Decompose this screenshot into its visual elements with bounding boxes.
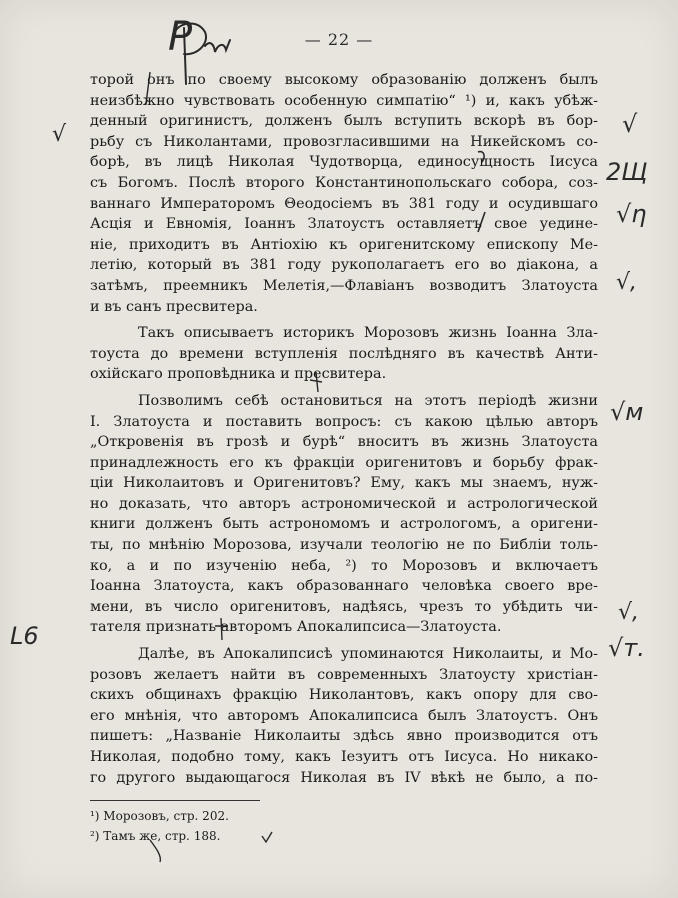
text-line: съ Богомъ. Послѣ второго Константинопольскаго собора, соз- xyxy=(90,174,598,191)
margin-note-right-3: √η xyxy=(616,200,647,228)
text-line: тоуста до времени вступленія послѣдняго въ качествѣ Анти- xyxy=(90,345,598,362)
text-line: І. Златоуста и поставить вопросъ: съ какою цѣлью авторъ xyxy=(90,413,598,430)
text-line: борѣ, въ лицѣ Николая Чудотворца, единосущность Іисуса xyxy=(90,154,598,171)
text-line: его мнѣнія, что авторомъ Апокалипсиса былъ Златоустъ. Онъ xyxy=(90,707,598,724)
margin-note-right-7: √т. xyxy=(608,634,645,662)
text-line: скихъ общинахъ фракцію Николантовъ, какъ опору для сво- xyxy=(90,687,598,704)
paragraph-4 xyxy=(90,644,598,788)
text-line: Позволимъ себѣ остановиться на этотъ періодѣ жизни xyxy=(138,392,598,409)
text-line: Асція и Евномія, Іоаннъ Златоустъ оставляетъ свое уедине- xyxy=(90,216,598,233)
text-line: ко, а и по изученію неба, ²) то Морозовъ и включаетъ xyxy=(90,557,598,574)
text-line: ціи Николаитовъ и Оригенитовъ? Ему, какъ мы знаемъ, нуж- xyxy=(90,475,598,492)
text-line: рьбу съ Николантами, провозгласившими на Никейскомъ со- xyxy=(90,133,598,150)
text-line: торой онъ по своему высокому образованію долженъ былъ xyxy=(90,72,598,88)
text-line: розовъ желаетъ найти въ современныхъ Златоусту христіан- xyxy=(90,666,598,683)
text-line: Іоанна Златоуста, какъ образованнаго человѣка своего вре- xyxy=(90,578,598,595)
footnote-1: ¹) Морозовъ, стр. 202. xyxy=(90,809,229,823)
text-line: „Откровенія въ грозѣ и бурѣ“ вноситъ въ жизнь Златоуста xyxy=(90,434,598,451)
text-line: ніе, приходитъ въ Антіохію къ оригенитскому епископу Ме- xyxy=(90,236,598,253)
body-text xyxy=(90,70,598,788)
footnotes xyxy=(90,806,490,846)
margin-note-right-1: √ xyxy=(622,110,638,138)
paragraph-3 xyxy=(90,391,598,638)
margin-note-left-2: L6 xyxy=(10,622,39,650)
text-line: затѣмъ, преемникъ Мелетія,—Флавіанъ возводитъ Златоуста xyxy=(90,277,598,294)
footnote-divider xyxy=(90,800,260,801)
text-line: пишетъ: „Названіе Николаиты здѣсь явно производится отъ xyxy=(90,728,598,745)
margin-note-right-5: √м xyxy=(610,398,644,426)
text-line: ты, по мнѣнію Морозова, изучали теологію не по Библіи толь- xyxy=(90,537,598,554)
page-number: — 22 — xyxy=(304,30,374,49)
text-line: денный оригинистъ, долженъ былъ вступить вскорѣ въ бор- xyxy=(90,113,598,130)
text-line: охійскаго проповѣдника и пресвитера. xyxy=(90,366,387,383)
margin-note-right-6: √, xyxy=(618,600,640,625)
paragraph-1 xyxy=(90,70,598,317)
text-line: ваннаго Императоромъ Θеодосіемъ въ 381 году и осудившаго xyxy=(90,195,598,212)
text-line: но доказать, что авторъ астрономической и астрологической xyxy=(90,495,598,512)
text-line: книги долженъ быть астрономомъ и астрологомъ, а оригени- xyxy=(90,516,598,533)
margin-note-right-2: 2Щ xyxy=(606,158,648,186)
text-line: мени, въ число оригенитовъ, надѣясь, чрезъ то убѣдить чи- xyxy=(90,598,598,615)
text-line: Далѣе, въ Апокалипсисѣ упоминаются Николаиты, и Мо- xyxy=(138,646,598,663)
text-line: тателя признать авторомъ Апокалипсиса—Златоуста. xyxy=(90,619,502,636)
text-line: го другого выдающагося Николая въ IV вѣкѣ не было, а по- xyxy=(90,769,598,786)
text-line: и въ санъ пресвитера. xyxy=(90,298,258,315)
text-line: летію, который въ 381 году рукополагаетъ его во діакона, а xyxy=(90,257,598,274)
margin-note-top: Р xyxy=(168,14,193,60)
footnote-2: ²) Тамъ же, стр. 188. xyxy=(90,829,221,843)
margin-note-right-4: √, xyxy=(616,270,638,295)
text-line: Николая, подобно тому, какъ Іезуитъ отъ Іисуса. Но никако- xyxy=(90,749,598,765)
paragraph-2 xyxy=(90,323,598,385)
text-line: принадлежность его къ фракціи оригенитовъ и борьбу фрак- xyxy=(90,454,598,471)
text-line: Такъ описываетъ историкъ Морозовъ жизнь Іоанна Зла- xyxy=(138,325,598,342)
text-line: неизбѣжно чувствовать особенную симпатію“ ¹) и, какъ убѣж- xyxy=(90,92,598,109)
margin-note-left-1: √ xyxy=(52,122,67,147)
